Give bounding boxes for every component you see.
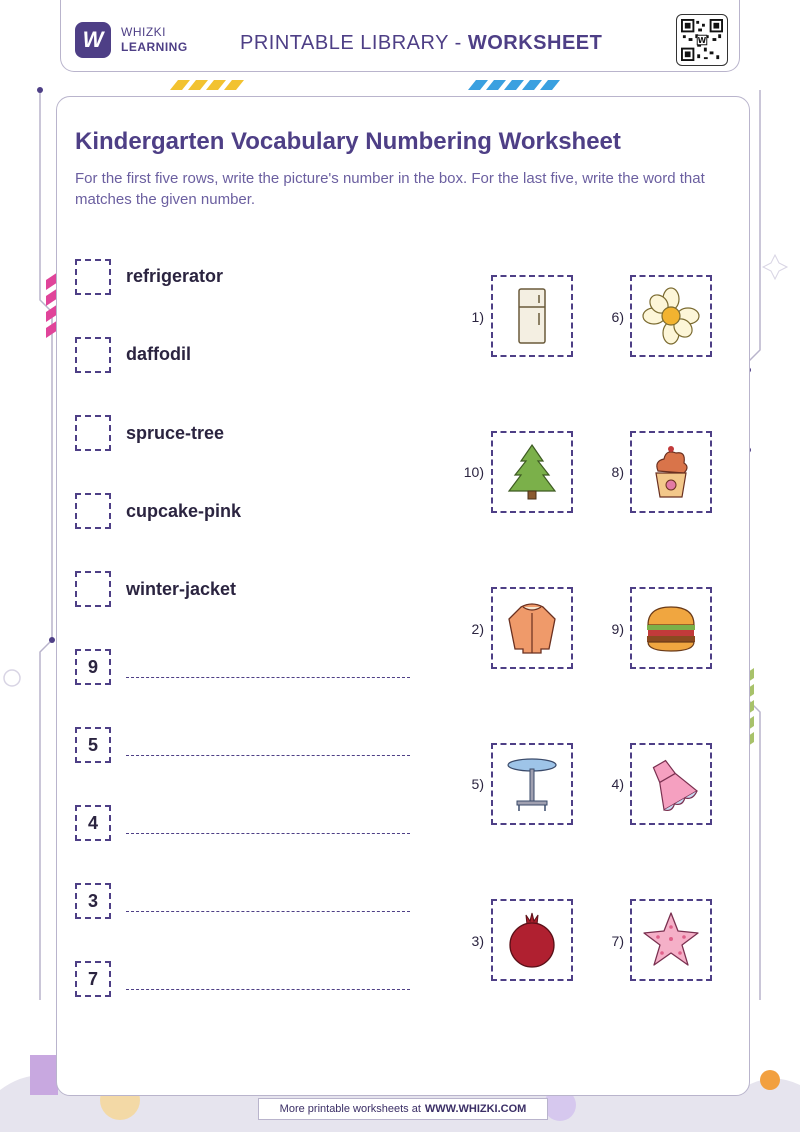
picture-card [491,431,573,513]
footer-site[interactable]: WWW.WHIZKI.COM [424,1103,527,1115]
picture-card [491,743,573,825]
picture-label: 9) [611,621,624,637]
picture-label: 3) [471,933,484,949]
picture-card [630,275,712,357]
answer-box[interactable] [75,259,111,295]
burger-icon [640,597,702,659]
header-title [240,32,602,55]
brand-line-2: LEARNING [121,40,188,54]
pomegranate-icon [501,909,563,971]
picture-label: 8) [611,464,624,480]
picture-label: 1) [471,309,484,325]
daffodil-icon [640,285,702,347]
picture-label: 7) [611,933,624,949]
picture-card [491,899,573,981]
worksheet-instructions: For the first five rows, write the picture's number in the box. For the last five, write the word that matches the given number. [75,170,705,208]
answer-line[interactable] [126,911,410,912]
vocab-word: refrigerator [126,266,224,286]
brand-line-1: WHIZKI [121,25,166,39]
given-number-box: 3 [75,883,111,919]
winter-jacket-icon [501,597,563,659]
brand-name [121,25,188,55]
answer-line[interactable] [126,677,410,678]
vocab-word: cupcake-pink [126,501,242,521]
svg-text:W: W [697,35,707,45]
dress-icon [640,753,702,815]
given-number-box: 5 [75,727,111,763]
given-number-box: 7 [75,961,111,997]
answer-line[interactable] [126,833,410,834]
answer-box[interactable] [75,571,111,607]
table-icon [501,753,563,815]
starfish-icon [640,909,702,971]
vocab-word: daffodil [126,344,191,364]
answer-line[interactable] [126,989,410,990]
spruce-tree-icon [501,441,563,503]
picture-card [630,587,712,669]
picture-card [491,275,573,357]
footer-link[interactable] [258,1098,548,1120]
picture-label: 2) [471,621,484,637]
picture-card [491,587,573,669]
given-number-box: 9 [75,649,111,685]
picture-label: 10) [463,464,484,480]
picture-card [630,743,712,825]
answer-box[interactable] [75,337,111,373]
vocab-word: spruce-tree [126,423,225,443]
header-title-bold: WORKSHEET [467,32,603,54]
picture-label: 5) [471,776,484,792]
answer-line[interactable] [126,755,410,756]
qr-code-icon [676,14,728,66]
given-number-box: 4 [75,805,111,841]
answer-box[interactable] [75,493,111,529]
picture-label: 6) [611,309,624,325]
cupcake-icon [640,441,702,503]
footer-text: More printable worksheets at [279,1103,421,1115]
answer-box[interactable] [75,415,111,451]
refrigerator-icon [501,285,563,347]
header-title-prefix: PRINTABLE LIBRARY - [240,32,468,54]
picture-card [630,899,712,981]
vocab-word: winter-jacket [126,579,237,599]
worksheet-title: Kindergarten Vocabulary Numbering Worksheet [75,128,621,155]
whizki-logo: W [75,22,111,58]
picture-label: 4) [611,776,624,792]
picture-card [630,431,712,513]
